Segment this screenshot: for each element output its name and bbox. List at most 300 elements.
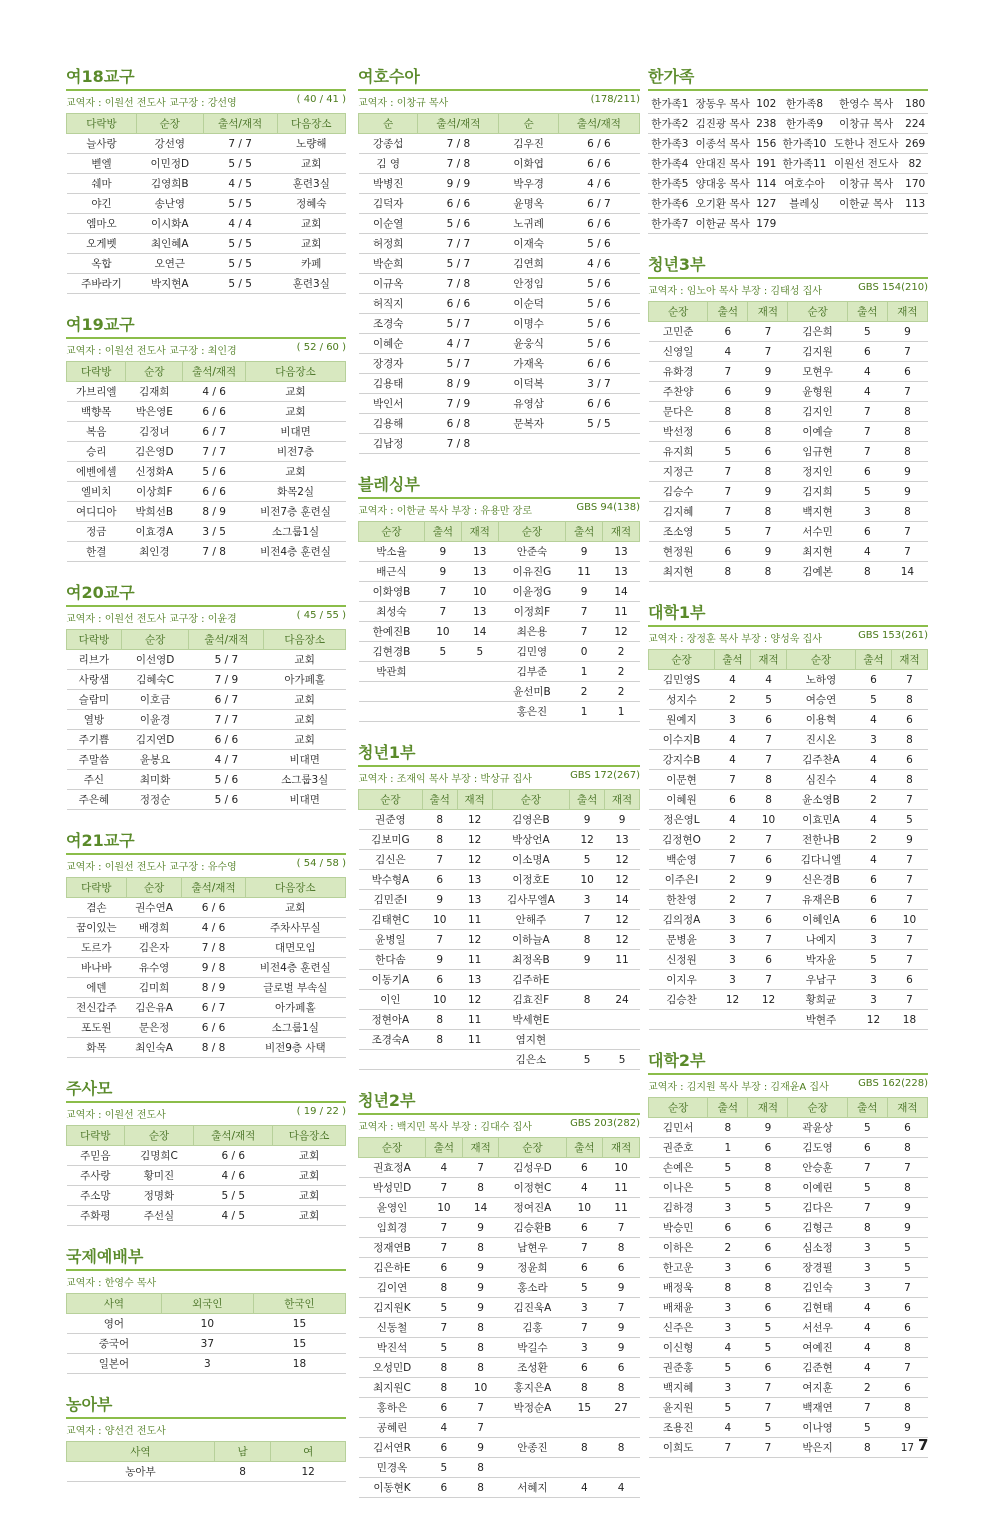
table-cell: 한가족10 — [779, 134, 830, 154]
table-cell: 주차사무실 — [245, 918, 345, 938]
table-cell: 교회 — [277, 214, 345, 234]
table-cell: 장경필 — [788, 1258, 847, 1278]
table-cell: 박인서 — [359, 394, 418, 414]
table-cell: 9 — [748, 542, 788, 562]
table-cell — [751, 1010, 787, 1030]
table-cell: 4 — [715, 810, 751, 830]
table-cell: 9 — [748, 382, 788, 402]
column-header: 출석 — [715, 650, 751, 670]
table-cell: 10 — [426, 1198, 463, 1218]
table-cell: 8 — [748, 1158, 788, 1178]
table-row — [67, 958, 346, 978]
table-cell: 8 — [603, 1238, 640, 1258]
table-row — [67, 522, 346, 542]
table-cell: 조경숙 — [359, 314, 418, 334]
column-header: 출석 — [566, 522, 603, 542]
table-cell: 비전9층 사택 — [245, 1038, 345, 1058]
table-cell: 주소망 — [67, 1186, 125, 1206]
table-row — [359, 1338, 640, 1358]
column-header: 사역 — [67, 1294, 162, 1314]
y18-table — [66, 113, 346, 294]
table-cell: 6 / 6 — [183, 482, 246, 502]
table-cell: 180 — [902, 94, 928, 114]
table-cell: 9 — [570, 950, 605, 970]
table-cell: 5 / 6 — [418, 214, 499, 234]
table-cell: 김은영D — [126, 442, 183, 462]
table-row — [67, 1314, 346, 1334]
table-cell: 교회 — [277, 154, 345, 174]
table-cell: 김다니엘 — [787, 850, 856, 870]
table-row — [649, 462, 928, 482]
table-cell: 김하경 — [649, 1198, 708, 1218]
table-cell: 8 / 9 — [182, 978, 245, 998]
section-title: 여18교구 — [66, 64, 346, 91]
table-cell: 김용해 — [359, 414, 418, 434]
column-header: 재적 — [751, 650, 787, 670]
table-row — [359, 810, 640, 830]
table-cell: 비대면 — [264, 790, 346, 810]
table-cell: 7 — [748, 1378, 788, 1398]
table-cell: 이수지B — [649, 730, 715, 750]
table-cell: 10 — [424, 622, 461, 642]
table-cell: 박소율 — [359, 542, 425, 562]
column-header: 출석 — [566, 1138, 603, 1158]
table-row — [649, 730, 928, 750]
table-cell: 7 / 7 — [183, 442, 246, 462]
table-row — [649, 1010, 928, 1030]
table-cell: 교회 — [273, 1206, 346, 1226]
blessing-table — [358, 521, 640, 722]
table-row — [359, 1458, 640, 1478]
table-row — [649, 870, 928, 890]
table-cell: 6 — [748, 1358, 788, 1378]
table-cell — [570, 1030, 605, 1050]
table-cell: 도한나 전도사 — [830, 134, 903, 154]
section-deaf — [66, 1392, 346, 1482]
table-cell: 비전7층 — [246, 442, 346, 462]
table-row — [649, 542, 928, 562]
table-cell: 이나영 — [788, 1418, 847, 1438]
deaf-table — [66, 1441, 346, 1482]
table-cell: 권수연A — [126, 898, 182, 918]
table-cell: 4 — [751, 670, 787, 690]
table-row — [649, 770, 928, 790]
table-cell: 김덕자 — [359, 194, 418, 214]
table-cell: 전신갑주 — [67, 998, 127, 1018]
table-row — [359, 194, 640, 214]
table-cell: 3 — [855, 730, 891, 750]
table-cell: 김정현O — [649, 830, 715, 850]
table-cell: 7 — [891, 990, 927, 1010]
table-cell: 7 — [887, 1278, 927, 1298]
table-cell: 9 — [887, 1218, 927, 1238]
table-cell: 11 — [457, 1010, 492, 1030]
table-row — [67, 154, 346, 174]
table-cell: 7 — [715, 770, 751, 790]
table-cell: 3 — [847, 1238, 887, 1258]
table-cell: 8 — [751, 790, 787, 810]
table-cell: 8 — [708, 1278, 748, 1298]
table-cell: 최정옥B — [492, 950, 570, 970]
table-cell: 윤웅식 — [499, 334, 558, 354]
table-cell: 이지우 — [649, 970, 715, 990]
table-cell: 주말씀 — [67, 750, 122, 770]
column-header: 출석/재적 — [182, 878, 245, 898]
table-cell: 한결 — [67, 542, 126, 562]
table-cell: 3 — [708, 1318, 748, 1338]
table-cell: 3 — [847, 1258, 887, 1278]
table-cell: 이윤경 — [121, 710, 189, 730]
table-cell: 6 — [748, 1138, 788, 1158]
table-cell: 주선실 — [124, 1206, 194, 1226]
table-cell: 5 — [708, 442, 748, 462]
table-cell: 이화영B — [359, 582, 425, 602]
table-row — [359, 1010, 640, 1030]
table-cell: 정현아A — [359, 1010, 423, 1030]
table-cell: 5 — [847, 1178, 887, 1198]
table-cell: 12 — [605, 850, 640, 870]
section-jusamo — [66, 1076, 346, 1226]
table-cell: 12 — [855, 1010, 891, 1030]
column-header: 재적 — [461, 522, 498, 542]
table-cell: 이윤정G — [498, 582, 565, 602]
table-cell: 9 — [605, 810, 640, 830]
table-cell: 이하늘A — [492, 930, 570, 950]
column-header: 순장 — [787, 650, 856, 670]
table-cell: 9 — [748, 482, 788, 502]
table-cell: 4 — [426, 1158, 463, 1178]
table-cell: 여호수아 — [779, 174, 830, 194]
table-cell: 7 — [847, 422, 887, 442]
column-header: 출석 — [424, 522, 461, 542]
table-cell: 6 / 6 — [418, 194, 499, 214]
table-cell: 김혜숙C — [121, 670, 189, 690]
table-row — [649, 950, 928, 970]
table-cell: 송난영 — [136, 194, 203, 214]
table-cell: 임희경 — [359, 1218, 426, 1238]
table-cell: 이순열 — [359, 214, 418, 234]
table-cell: 유재은B — [787, 890, 856, 910]
table-cell: 7 — [570, 910, 605, 930]
table-cell: 이신형 — [649, 1338, 708, 1358]
table-cell: 12 — [457, 810, 492, 830]
table-cell: 원예지 — [649, 710, 715, 730]
table-cell: 김형근 — [788, 1218, 847, 1238]
table-row — [649, 790, 928, 810]
table-cell: 191 — [753, 154, 779, 174]
section-y19 — [66, 312, 346, 562]
table-cell: 4 / 6 — [183, 382, 246, 402]
table-row — [359, 562, 640, 582]
y19-table — [66, 361, 346, 562]
table-cell: 주신 — [67, 770, 122, 790]
table-cell: 포도원 — [67, 1018, 127, 1038]
table-cell: 강선영 — [136, 134, 203, 154]
section-family — [648, 64, 928, 234]
table-cell: 6 — [708, 322, 748, 342]
table-row — [359, 1278, 640, 1298]
table-row — [359, 602, 640, 622]
table-cell: 권준홍 — [649, 1358, 708, 1378]
table-cell: 2 — [715, 690, 751, 710]
table-cell: 7 — [891, 790, 927, 810]
table-cell: 정지인 — [788, 462, 847, 482]
table-cell: 12 — [570, 830, 605, 850]
table-cell: 이효민A — [787, 810, 856, 830]
y20-table — [66, 629, 346, 810]
table-cell: 박정순A — [499, 1398, 566, 1418]
table-cell: 8 — [462, 1238, 499, 1258]
table-cell: 여승연 — [787, 690, 856, 710]
table-cell: 옥합 — [67, 254, 137, 274]
table-cell: 김영희B — [136, 174, 203, 194]
table-cell: 화목 — [67, 1038, 127, 1058]
table-cell: 이화엽 — [499, 154, 558, 174]
table-cell: 이효경A — [126, 522, 183, 542]
column-header: 순장 — [121, 630, 189, 650]
table-cell: 9 — [462, 1298, 499, 1318]
table-cell: 이동기A — [359, 970, 423, 990]
table-cell: 7 — [751, 930, 787, 950]
table-cell: 김은유A — [126, 998, 182, 1018]
table-cell: 3 — [708, 1378, 748, 1398]
table-cell: 8 — [748, 402, 788, 422]
table-cell — [779, 214, 830, 234]
table-row — [359, 850, 640, 870]
table-cell: 정명화 — [124, 1186, 194, 1206]
table-cell: 6 — [748, 442, 788, 462]
table-cell: 6 — [751, 710, 787, 730]
table-cell: 4 / 6 — [558, 254, 639, 274]
table-cell: 한가족4 — [648, 154, 692, 174]
table-cell: 교회 — [277, 234, 345, 254]
table-row — [359, 214, 640, 234]
table-cell: 신은경B — [787, 870, 856, 890]
table-cell: 배정욱 — [649, 1278, 708, 1298]
column-header: 재적 — [603, 522, 640, 542]
table-cell: 이예린 — [788, 1178, 847, 1198]
table-cell — [424, 702, 461, 722]
table-cell: 농아부 — [67, 1462, 215, 1482]
table-cell: 7 — [891, 930, 927, 950]
table-cell: 12 — [457, 850, 492, 870]
table-cell — [359, 682, 425, 702]
table-cell: 공혜린 — [359, 1418, 426, 1438]
table-cell: 5 — [847, 482, 887, 502]
table-cell: 4 / 5 — [194, 1206, 273, 1226]
table-cell: 10 — [566, 1198, 603, 1218]
table-cell: 김의정A — [649, 910, 715, 930]
table-cell: 82 — [902, 154, 928, 174]
table-cell: 7 / 7 — [203, 134, 277, 154]
table-row — [649, 1378, 928, 1398]
table-cell: 6 — [751, 910, 787, 930]
table-cell: 6 — [847, 462, 887, 482]
table-cell: 7 — [887, 542, 927, 562]
table-cell: 6 / 6 — [182, 898, 245, 918]
table-cell: 11 — [457, 950, 492, 970]
table-cell: 7 — [708, 482, 748, 502]
table-cell: 9 — [887, 462, 927, 482]
table-cell: 6 — [855, 870, 891, 890]
table-row — [649, 1198, 928, 1218]
table-cell: 7 — [603, 1298, 640, 1318]
table-cell: 박성민D — [359, 1178, 426, 1198]
table-cell: 이한균 목사 — [830, 194, 903, 214]
table-row — [648, 134, 928, 154]
table-cell: 안준숙 — [498, 542, 565, 562]
table-cell: 김지인 — [788, 402, 847, 422]
table-cell: 8 — [708, 1118, 748, 1138]
column-header: 순장 — [788, 1098, 847, 1118]
table-cell: 7 — [426, 1178, 463, 1198]
table-cell: 리브가 — [67, 650, 122, 670]
table-cell: 7 — [891, 850, 927, 870]
table-cell: 이선영D — [121, 650, 189, 670]
column-header: 출석/재적 — [203, 114, 277, 134]
table-cell: 8 — [426, 1358, 463, 1378]
table-cell: 이명수 — [499, 314, 558, 334]
table-row — [649, 830, 928, 850]
table-cell: 한가족11 — [779, 154, 830, 174]
table-cell: 박선정 — [649, 422, 708, 442]
table-cell: 8 — [891, 690, 927, 710]
section-u1 — [648, 600, 928, 1030]
table-cell: 김주찬A — [787, 750, 856, 770]
table-cell: 8 — [566, 1438, 603, 1458]
column-header: 재적 — [603, 1138, 640, 1158]
table-cell: 5 — [461, 642, 498, 662]
table-cell: 9 — [603, 1318, 640, 1338]
table-cell: 6 / 6 — [189, 730, 264, 750]
table-cell: 5 / 6 — [558, 334, 639, 354]
table-cell: 안대진 목사 — [692, 154, 754, 174]
table-cell: 이인 — [359, 990, 423, 1010]
table-cell: 박수형A — [359, 870, 423, 890]
table-cell: 한가족5 — [648, 174, 692, 194]
table-row — [359, 314, 640, 334]
table-row — [359, 682, 640, 702]
table-row — [67, 1038, 346, 1058]
table-row — [359, 830, 640, 850]
table-cell: 4 / 6 — [194, 1166, 273, 1186]
table-cell: 가브리엘 — [67, 382, 126, 402]
table-cell: 정혜숙 — [277, 194, 345, 214]
intl-table — [66, 1293, 346, 1374]
table-cell: 소그룹3실 — [264, 770, 346, 790]
table-cell: 14 — [605, 890, 640, 910]
table-cell: 유수영 — [126, 958, 182, 978]
section-title: 청년3부 — [648, 252, 928, 279]
table-cell: 교회 — [264, 690, 346, 710]
table-cell: 4 — [708, 1338, 748, 1358]
table-cell: 5 / 7 — [418, 354, 499, 374]
table-cell: 5 — [570, 1050, 605, 1070]
table-cell: 8 — [708, 562, 748, 582]
table-cell: 박병진 — [359, 174, 418, 194]
table-cell: 4 — [855, 850, 891, 870]
table-cell: 김영은B — [492, 810, 570, 830]
table-cell: 12 — [605, 870, 640, 890]
section-ratio: ( 45 / 55 ) — [296, 610, 346, 621]
table-cell: 배근식 — [359, 562, 425, 582]
table-cell: 사랑샘 — [67, 670, 122, 690]
table-cell: 정정순 — [121, 790, 189, 810]
table-cell: 이창규 목사 — [830, 114, 903, 134]
table-cell: 9 — [462, 1258, 499, 1278]
y1-table — [358, 789, 640, 1070]
table-cell: 최인숙A — [126, 1038, 182, 1058]
column-header: 재적 — [748, 302, 788, 322]
table-cell: 11 — [603, 1198, 640, 1218]
table-cell: 7 — [887, 1358, 927, 1378]
table-cell: 장동우 목사 — [692, 94, 754, 114]
table-cell: 정은영L — [649, 810, 715, 830]
table-row — [67, 462, 346, 482]
table-cell: 10 — [603, 1158, 640, 1178]
table-cell: 8 — [570, 930, 605, 950]
table-cell: 5 / 7 — [418, 254, 499, 274]
table-cell: 8 — [603, 1438, 640, 1458]
table-row — [67, 214, 346, 234]
table-cell: 허정희 — [359, 234, 418, 254]
table-cell: 6 — [847, 1138, 887, 1158]
table-cell — [566, 1418, 603, 1438]
table-cell: 9 — [603, 1338, 640, 1358]
section-title: 주사모 — [66, 1076, 346, 1103]
table-cell: 2 — [603, 662, 640, 682]
table-cell: 박관희 — [359, 662, 425, 682]
column-header: 출석 — [847, 302, 887, 322]
section-title: 여19교구 — [66, 312, 346, 339]
table-cell: 도르가 — [67, 938, 127, 958]
table-cell: 김명희C — [124, 1146, 194, 1166]
table-cell: 7 — [462, 1398, 499, 1418]
table-cell: 이종석 목사 — [692, 134, 754, 154]
table-cell: 3 — [715, 710, 751, 730]
table-cell: 4 — [847, 1298, 887, 1318]
table-cell: 6 — [748, 1238, 788, 1258]
table-cell: 비대면 — [246, 422, 346, 442]
table-cell: 8 — [462, 1338, 499, 1358]
table-cell: 안해주 — [492, 910, 570, 930]
table-cell: 이창규 목사 — [830, 174, 903, 194]
table-cell: 7 — [751, 830, 787, 850]
table-cell: 쉐마 — [67, 174, 137, 194]
table-cell: 이민정D — [136, 154, 203, 174]
table-row — [67, 710, 346, 730]
table-cell: 김준현 — [788, 1358, 847, 1378]
table-cell: 3 / 5 — [183, 522, 246, 542]
table-cell: 6 / 6 — [418, 294, 499, 314]
table-cell: 윤선미B — [498, 682, 565, 702]
table-cell: 홍지은A — [499, 1378, 566, 1398]
table-cell: 심소정 — [788, 1238, 847, 1258]
table-cell: 24 — [605, 990, 640, 1010]
table-cell: 113 — [902, 194, 928, 214]
table-cell: 13 — [457, 890, 492, 910]
table-cell — [649, 1010, 715, 1030]
table-cell: 김미희 — [126, 978, 182, 998]
table-cell: 슬람미 — [67, 690, 122, 710]
table-cell: 6 / 6 — [558, 354, 639, 374]
table-cell: 8 — [708, 402, 748, 422]
table-cell: 6 / 6 — [182, 1018, 245, 1038]
table-cell: 7 — [891, 670, 927, 690]
table-row — [648, 174, 928, 194]
table-cell: 6 — [891, 750, 927, 770]
table-row — [649, 690, 928, 710]
